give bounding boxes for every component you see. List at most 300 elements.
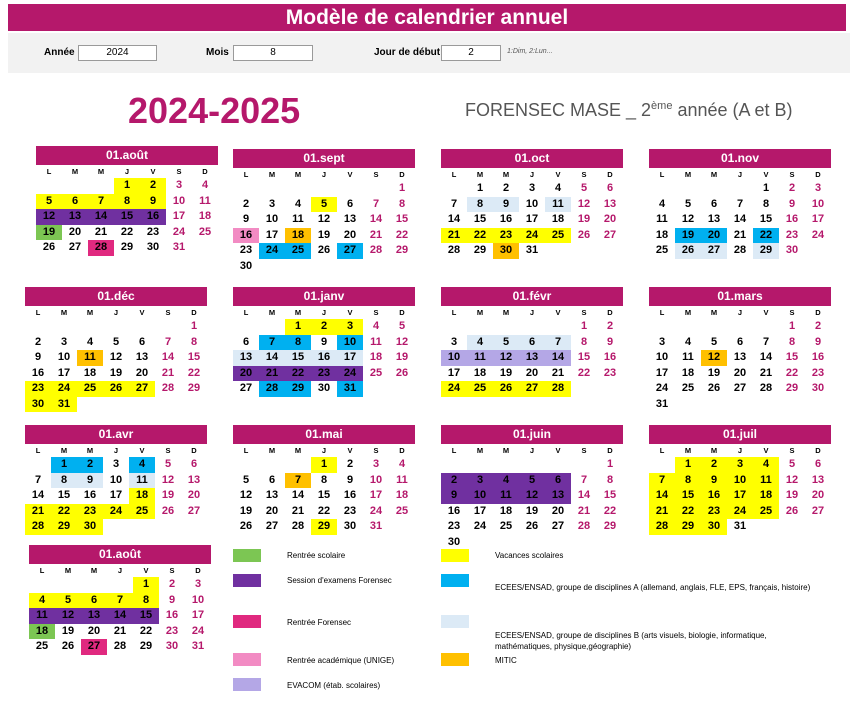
weekday-row xyxy=(649,306,831,319)
day-cell: 9 xyxy=(701,473,727,489)
weekday-label: S xyxy=(165,446,171,455)
weekday-label: L xyxy=(39,566,45,575)
weekday-label: V xyxy=(150,167,156,176)
month-calendar xyxy=(233,149,415,274)
day-cell: 9 xyxy=(441,488,467,504)
day-cell: 27 xyxy=(519,381,545,397)
day-cell: 8 xyxy=(398,197,406,210)
weekday-label: M xyxy=(268,308,276,317)
weekday-row xyxy=(29,564,211,577)
day-cell: 17 xyxy=(473,504,487,517)
day-cell: 22 xyxy=(317,504,331,517)
day-cell: 8 xyxy=(606,473,614,486)
day-cell: 6 xyxy=(62,194,88,210)
weekday-label: L xyxy=(35,308,41,317)
weekday-label: D xyxy=(399,170,405,179)
day-cell: 4 xyxy=(129,457,155,473)
day-cell: 19 xyxy=(499,366,513,379)
day-cell: 2 xyxy=(34,335,42,348)
year-input[interactable]: 2024 xyxy=(78,45,157,61)
day-cell: 3 xyxy=(372,458,380,470)
day-cell: 22 xyxy=(187,366,201,379)
day-cell: 26 xyxy=(493,381,519,397)
day-cell: 24 xyxy=(441,381,467,397)
month-input[interactable]: 8 xyxy=(233,45,313,61)
start-day-input[interactable]: 2 xyxy=(441,45,501,61)
weekday-label: J xyxy=(321,170,327,179)
weekday-label: V xyxy=(139,446,145,455)
legend-swatch-purple xyxy=(233,574,261,587)
day-cell: 2 xyxy=(701,457,727,473)
day-cell: 18 xyxy=(285,228,311,244)
day-cell: 1 xyxy=(114,178,140,194)
empty-day-cell xyxy=(55,577,81,593)
day-cell: 5 xyxy=(788,458,796,470)
day-cell: 20 xyxy=(265,504,279,517)
day-cell: 25 xyxy=(753,504,779,520)
day-cell: 8 xyxy=(51,473,77,489)
day-cell: 25 xyxy=(545,228,571,244)
empty-day-cell xyxy=(727,319,753,335)
legend-label: Vacances scolaires xyxy=(495,551,564,560)
day-cell: 28 xyxy=(25,519,51,535)
empty-day-cell xyxy=(649,457,675,473)
weekday-label: S xyxy=(789,308,795,317)
day-cell: 28 xyxy=(161,382,175,394)
day-cell: 28 xyxy=(577,520,591,532)
day-cell: 15 xyxy=(473,213,487,225)
month-header: 01.juil xyxy=(649,425,831,444)
weekday-label: J xyxy=(737,308,743,317)
day-cell: 3 xyxy=(60,335,68,348)
month-header: 01.août xyxy=(36,146,218,165)
empty-day-cell xyxy=(493,457,519,473)
month-header: 01.mars xyxy=(649,287,831,306)
day-cell: 10 xyxy=(369,473,383,486)
empty-day-cell xyxy=(545,457,571,473)
day-cell: 20 xyxy=(135,366,149,379)
month-calendar xyxy=(25,287,207,412)
day-cell: 30 xyxy=(25,397,51,413)
day-grid xyxy=(649,181,831,259)
day-cell: 5 xyxy=(112,335,120,348)
day-cell: 26 xyxy=(785,504,799,517)
weekday-label: S xyxy=(373,308,379,317)
day-cell: 14 xyxy=(259,350,285,366)
empty-day-cell xyxy=(701,181,727,197)
day-cell: 30 xyxy=(77,519,103,535)
day-cell: 20 xyxy=(811,489,825,501)
day-cell: 12 xyxy=(681,213,695,225)
day-cell: 11 xyxy=(753,473,779,489)
weekday-label: M xyxy=(71,167,79,176)
day-cell: 4 xyxy=(493,473,519,489)
day-cell: 16 xyxy=(811,351,825,363)
day-cell: 24 xyxy=(172,225,186,238)
day-cell: 10 xyxy=(525,197,539,210)
day-cell: 1 xyxy=(285,319,311,335)
empty-day-cell xyxy=(36,178,62,194)
day-cell: 26 xyxy=(707,382,721,394)
weekday-label: J xyxy=(113,446,119,455)
day-cell: 5 xyxy=(36,194,62,210)
weekday-label: V xyxy=(763,170,769,179)
day-cell: 27 xyxy=(187,504,201,517)
day-cell: 9 xyxy=(168,593,176,606)
day-cell: 6 xyxy=(346,197,354,210)
day-cell: 27 xyxy=(81,639,107,655)
day-cell: 2 xyxy=(242,197,250,210)
day-cell: 19 xyxy=(109,366,123,379)
day-cell: 15 xyxy=(675,488,701,504)
empty-day-cell xyxy=(285,181,311,197)
month-header: 01.janv xyxy=(233,287,415,306)
day-cell: 10 xyxy=(655,351,669,363)
day-cell: 11 xyxy=(656,213,668,225)
day-cell: 13 xyxy=(811,473,825,486)
day-cell: 6 xyxy=(519,335,545,351)
empty-day-cell xyxy=(727,181,753,197)
day-cell: 19 xyxy=(239,504,253,517)
weekday-label: J xyxy=(321,308,327,317)
day-cell: 30 xyxy=(447,535,461,548)
day-cell: 25 xyxy=(369,366,383,379)
weekday-label: D xyxy=(815,170,821,179)
day-cell: 27 xyxy=(68,241,82,253)
day-cell: 10 xyxy=(57,351,71,363)
day-cell: 28 xyxy=(649,519,675,535)
weekday-label: J xyxy=(529,170,535,179)
day-cell: 26 xyxy=(675,243,701,259)
legend-label: ECEES/ENSAD, groupe de disciplines B (arts visuels, biologie, informatique, mathématiques, physique,géographie) xyxy=(495,631,767,651)
day-cell: 24 xyxy=(519,228,545,244)
day-cell: 13 xyxy=(603,197,617,210)
day-cell: 11 xyxy=(370,335,382,348)
day-cell: 22 xyxy=(753,228,779,244)
weekday-label: D xyxy=(399,446,405,455)
weekday-label: S xyxy=(169,566,175,575)
empty-day-cell xyxy=(103,319,129,335)
weekday-label: V xyxy=(763,308,769,317)
weekday-label: L xyxy=(46,167,52,176)
day-cell: 14 xyxy=(447,213,461,225)
day-cell: 13 xyxy=(545,488,571,504)
day-cell: 3 xyxy=(528,182,536,194)
day-cell: 27 xyxy=(701,243,727,259)
day-grid xyxy=(649,457,831,535)
day-cell: 21 xyxy=(551,366,565,379)
day-cell: 31 xyxy=(51,397,77,413)
weekday-label: J xyxy=(529,308,535,317)
day-cell: 20 xyxy=(603,213,617,225)
month-header: 01.nov xyxy=(649,149,831,168)
start-day-hint: 1:Dim, 2:Lun... xyxy=(507,48,553,55)
day-cell: 25 xyxy=(499,520,513,532)
day-cell: 13 xyxy=(62,209,88,225)
empty-day-cell xyxy=(545,319,571,335)
weekday-row xyxy=(441,306,623,319)
weekday-label: L xyxy=(451,170,457,179)
legend-swatch-lightblue xyxy=(441,615,469,628)
day-cell: 18 xyxy=(395,489,409,501)
empty-day-cell xyxy=(233,319,259,335)
day-cell: 26 xyxy=(577,228,591,241)
day-cell: 3 xyxy=(814,182,822,194)
day-cell: 15 xyxy=(57,489,71,501)
settings-panel xyxy=(8,33,850,73)
day-cell: 2 xyxy=(606,320,614,332)
day-cell: 21 xyxy=(649,504,675,520)
weekday-label: M xyxy=(86,446,94,455)
weekday-label: V xyxy=(347,308,353,317)
day-cell: 7 xyxy=(34,473,42,486)
day-cell: 24 xyxy=(811,228,825,241)
day-cell: 16 xyxy=(343,489,357,501)
empty-day-cell xyxy=(675,181,701,197)
month-header: 01.déc xyxy=(25,287,207,306)
day-cell: 16 xyxy=(785,213,799,225)
day-cell: 22 xyxy=(139,624,153,637)
month-calendar xyxy=(29,545,211,655)
day-cell: 21 xyxy=(161,366,175,379)
day-cell: 12 xyxy=(577,197,591,210)
weekday-label: M xyxy=(294,170,302,179)
day-cell: 24 xyxy=(191,624,205,637)
day-cell: 15 xyxy=(759,213,773,225)
month-calendar xyxy=(649,149,831,259)
day-cell: 12 xyxy=(701,350,727,366)
day-cell: 2 xyxy=(441,473,467,489)
day-cell: 29 xyxy=(395,244,409,256)
day-cell: 7 xyxy=(736,197,744,210)
day-cell: 11 xyxy=(682,351,694,363)
empty-day-cell xyxy=(519,319,545,335)
day-cell: 6 xyxy=(606,182,614,194)
day-cell: 23 xyxy=(811,366,825,379)
weekday-label: L xyxy=(243,170,249,179)
empty-day-cell xyxy=(233,181,259,197)
day-cell: 17 xyxy=(811,213,825,225)
weekday-label: D xyxy=(191,308,197,317)
weekday-label: S xyxy=(789,170,795,179)
day-cell: 30 xyxy=(239,259,253,272)
day-cell: 23 xyxy=(701,504,727,520)
day-cell: 25 xyxy=(129,504,155,520)
month-calendar xyxy=(441,287,623,397)
weekday-row xyxy=(649,444,831,457)
day-cell: 25 xyxy=(681,382,695,394)
day-cell: 17 xyxy=(265,228,279,241)
day-cell: 1 xyxy=(51,457,77,473)
day-cell: 5 xyxy=(164,458,172,470)
weekday-label: M xyxy=(684,170,692,179)
empty-day-cell xyxy=(107,577,133,593)
day-cell: 29 xyxy=(187,382,201,394)
day-cell: 20 xyxy=(87,624,101,637)
empty-day-cell xyxy=(77,319,103,335)
day-cell: 22 xyxy=(285,366,311,382)
day-cell: 9 xyxy=(77,473,103,489)
day-grid xyxy=(441,319,623,397)
day-cell: 24 xyxy=(103,504,129,520)
day-cell: 8 xyxy=(114,194,140,210)
day-cell: 17 xyxy=(109,489,123,501)
day-grid xyxy=(441,457,623,550)
day-cell: 18 xyxy=(198,210,212,222)
day-cell: 31 xyxy=(172,241,186,253)
day-cell: 6 xyxy=(268,473,276,486)
day-cell: 19 xyxy=(577,213,591,225)
month-header: 01.avr xyxy=(25,425,207,444)
weekday-label: V xyxy=(139,308,145,317)
weekday-label: D xyxy=(607,170,613,179)
weekday-label: L xyxy=(659,446,665,455)
day-cell: 31 xyxy=(655,397,669,410)
day-cell: 1 xyxy=(398,182,406,194)
day-cell: 15 xyxy=(114,209,140,225)
weekday-label: S xyxy=(373,170,379,179)
weekday-label: S xyxy=(581,170,587,179)
month-calendar xyxy=(649,425,831,535)
weekday-label: D xyxy=(607,446,613,455)
day-cell: 10 xyxy=(265,213,279,225)
day-cell: 4 xyxy=(372,320,380,332)
weekday-label: M xyxy=(60,308,68,317)
day-cell: 2 xyxy=(788,182,796,194)
weekday-label: V xyxy=(555,308,561,317)
day-cell: 14 xyxy=(545,350,571,366)
day-cell: 20 xyxy=(701,228,727,244)
legend-swatch-pink xyxy=(233,653,261,666)
legend-label: MITIC xyxy=(495,656,517,665)
weekday-label: S xyxy=(789,446,795,455)
day-cell: 29 xyxy=(311,519,337,535)
day-cell: 18 xyxy=(29,624,55,640)
calendar-title-bar: Modèle de calendrier annuel xyxy=(8,4,846,31)
day-cell: 5 xyxy=(311,197,337,213)
empty-day-cell xyxy=(753,319,779,335)
day-cell: 9 xyxy=(320,335,328,348)
day-cell: 15 xyxy=(133,608,159,624)
day-cell: 23 xyxy=(603,366,617,379)
day-cell: 26 xyxy=(42,241,56,253)
day-cell: 6 xyxy=(138,335,146,348)
day-cell: 14 xyxy=(577,489,591,501)
day-cell: 2 xyxy=(77,457,103,473)
day-cell: 17 xyxy=(337,350,363,366)
day-cell: 11 xyxy=(199,194,211,207)
weekday-label: M xyxy=(268,170,276,179)
day-cell: 7 xyxy=(649,473,675,489)
day-cell: 4 xyxy=(29,593,55,609)
day-cell: 30 xyxy=(317,382,331,394)
day-cell: 13 xyxy=(733,351,747,363)
day-cell: 7 xyxy=(372,197,380,210)
day-cell: 9 xyxy=(242,213,250,225)
day-cell: 28 xyxy=(259,381,285,397)
day-grid xyxy=(29,577,211,655)
month-calendar xyxy=(25,425,207,535)
day-grid xyxy=(233,319,415,397)
day-cell: 21 xyxy=(759,366,773,379)
day-cell: 6 xyxy=(814,458,822,470)
month-header: 01.oct xyxy=(441,149,623,168)
day-cell: 11 xyxy=(396,473,408,486)
day-cell: 30 xyxy=(165,640,179,652)
day-cell: 31 xyxy=(191,640,205,652)
day-cell: 4 xyxy=(86,335,94,348)
empty-day-cell xyxy=(675,319,701,335)
weekday-label: J xyxy=(321,446,327,455)
day-cell: 4 xyxy=(294,197,302,210)
day-cell: 17 xyxy=(447,366,461,379)
day-cell: 16 xyxy=(83,489,97,501)
day-cell: 12 xyxy=(317,213,331,225)
day-cell: 24 xyxy=(369,504,383,517)
weekday-label: S xyxy=(581,446,587,455)
day-cell: 3 xyxy=(450,335,458,348)
day-cell: 23 xyxy=(77,504,103,520)
day-cell: 19 xyxy=(525,504,539,517)
empty-day-cell xyxy=(311,181,337,197)
weekday-label: M xyxy=(294,308,302,317)
empty-day-cell xyxy=(259,457,285,473)
day-cell: 30 xyxy=(785,244,799,256)
day-cell: 19 xyxy=(707,366,721,379)
day-cell: 5 xyxy=(55,593,81,609)
day-cell: 18 xyxy=(681,366,695,379)
day-cell: 15 xyxy=(577,351,591,363)
month-header: 01.févr xyxy=(441,287,623,306)
legend-swatch-yellow xyxy=(441,549,469,562)
day-cell: 11 xyxy=(129,473,155,489)
month-header: 01.août xyxy=(29,545,211,564)
day-cell: 22 xyxy=(577,366,591,379)
day-cell: 13 xyxy=(81,608,107,624)
day-cell: 8 xyxy=(788,335,796,348)
day-cell: 29 xyxy=(473,244,487,256)
day-cell: 23 xyxy=(165,624,179,637)
weekday-label: J xyxy=(529,446,535,455)
day-cell: 29 xyxy=(785,382,799,394)
day-cell: 6 xyxy=(81,593,107,609)
day-cell: 25 xyxy=(395,504,409,517)
day-grid xyxy=(649,319,831,412)
day-cell: 21 xyxy=(369,228,383,241)
day-cell: 21 xyxy=(25,504,51,520)
day-cell: 6 xyxy=(710,197,718,210)
day-cell: 1 xyxy=(133,577,159,593)
day-cell: 9 xyxy=(493,197,519,213)
day-cell: 9 xyxy=(140,194,166,210)
weekday-label: M xyxy=(502,446,510,455)
day-cell: 20 xyxy=(233,366,259,382)
weekday-row xyxy=(649,168,831,181)
day-cell: 2 xyxy=(502,182,510,194)
weekday-label: M xyxy=(294,446,302,455)
weekday-label: M xyxy=(476,170,484,179)
weekday-label: M xyxy=(476,308,484,317)
empty-day-cell xyxy=(441,457,467,473)
start-day-label: Jour de début xyxy=(374,47,441,58)
empty-day-cell xyxy=(285,457,311,473)
day-cell: 16 xyxy=(701,488,727,504)
day-cell: 9 xyxy=(346,473,354,486)
day-cell: 25 xyxy=(285,243,311,259)
day-cell: 5 xyxy=(398,320,406,332)
academic-year-title: 2024-2025 xyxy=(128,90,301,131)
weekday-row xyxy=(36,165,218,178)
